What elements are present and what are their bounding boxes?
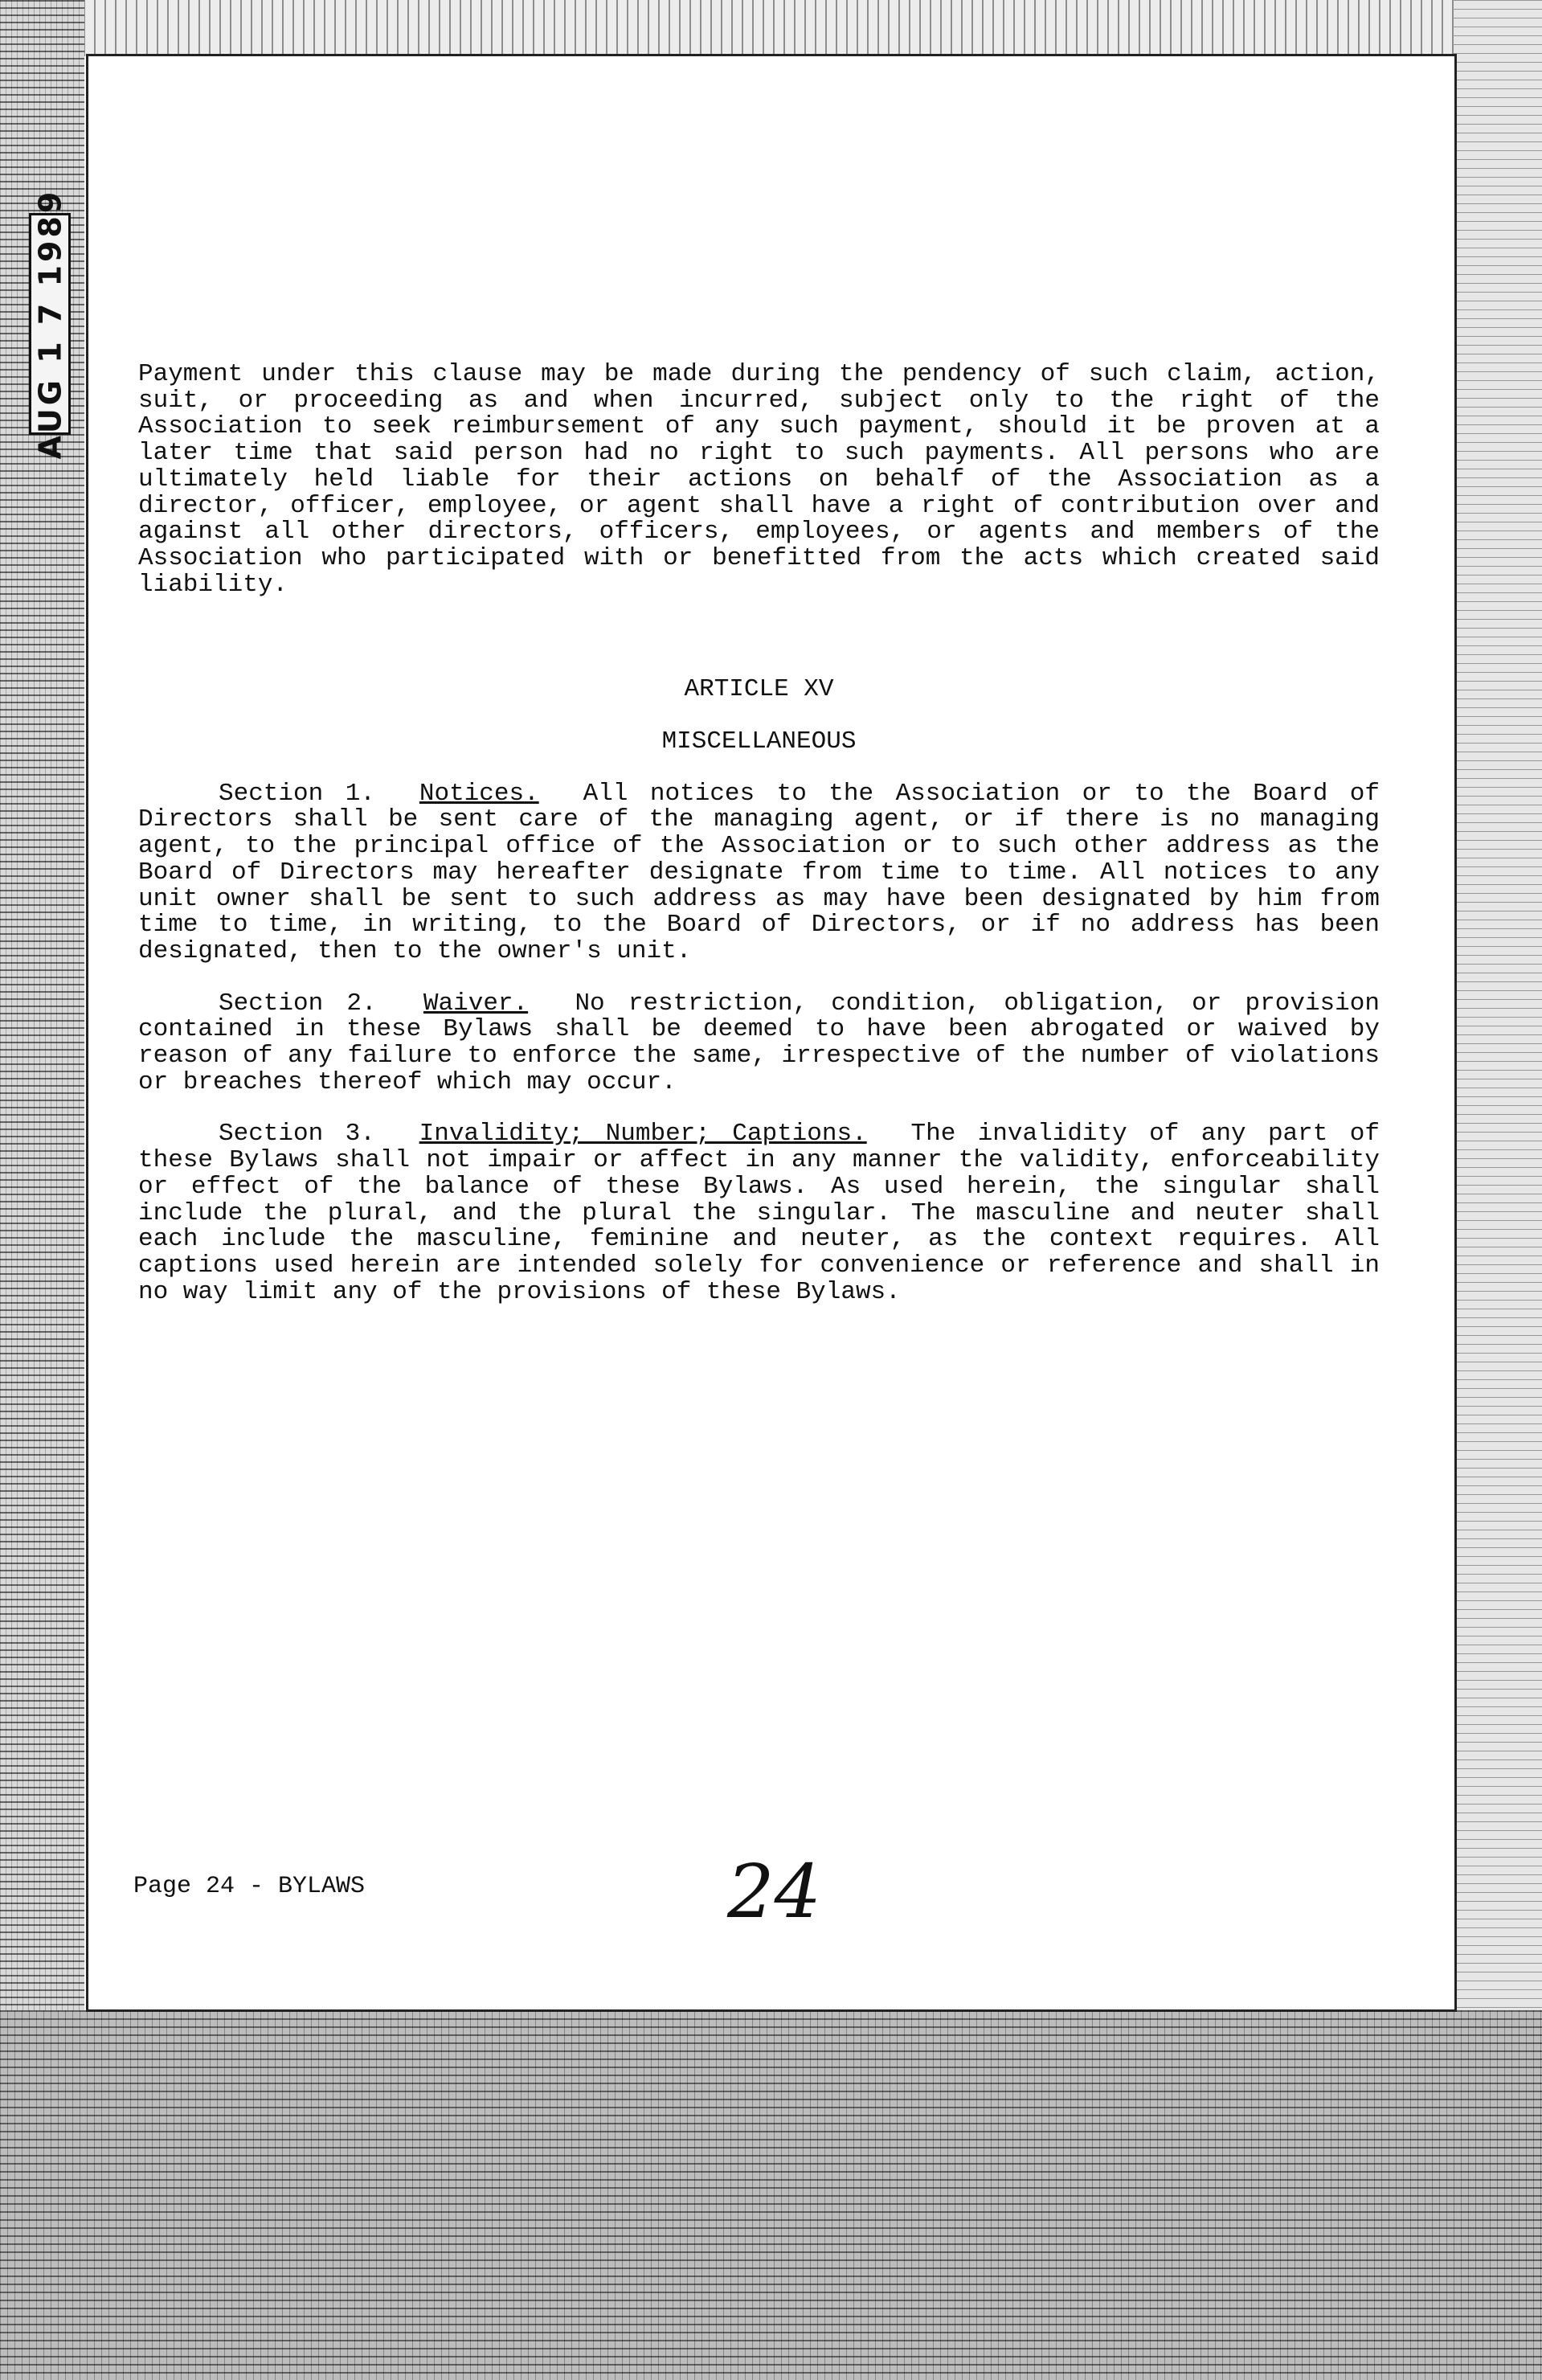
section-1-number: Section 1. — [219, 779, 375, 808]
page-footer: Page 24 - BYLAWS — [133, 1873, 366, 1900]
document-body — [138, 362, 1380, 1305]
handwritten-page-number: 24 — [727, 1849, 822, 1935]
section-3-number: Section 3. — [219, 1120, 375, 1149]
section-2-heading: Waiver. — [423, 989, 529, 1018]
date-stamp-text: AUG 1 7 1989 — [32, 188, 67, 460]
section-1-body: All notices to the Association or to the Board of Directors shall be sent care of the managing agent, or if there is no managing agent, to the principal office of the Association or to such other address as the Board of Directors may hereafter designate from time to time. All notices to any unit owner shall be sent to such address as may have been designated by him from time to time, in writing, to the Board of Directors, or if no address has been designated, then to the owner's unit. — [138, 779, 1380, 965]
section-2-body: No restriction, condition, obligation, or provision contained in these Bylaws shall be deemed to have been abrogated or waived by reason of any failure to enforce the same, irrespective of the number of violations or breaches thereof which may occur. — [138, 989, 1380, 1096]
section-3 — [138, 1121, 1380, 1305]
section-2-number: Section 2. — [219, 989, 377, 1018]
article-subtitle: MISCELLANEOUS — [661, 727, 857, 756]
date-stamp — [29, 188, 71, 460]
intro-paragraph: Payment under this clause may be made during the pendency of such claim, action, suit, or proceeding as and when incurred, subject only to the right of the Association to seek reimbursement of any such payment, should it be proven at a later time that said person had no right to such payments. All persons who are ultimately held liable for their actions on behalf of the Association as a director, officer, employee, or agent shall have a right of contribution over and against all other directors, officers, employees, or agents and members of the Association who participated with or benefitted from the acts which created said liability. — [138, 360, 1380, 599]
section-1-heading: Notices. — [419, 779, 539, 808]
section-2 — [138, 991, 1380, 1096]
scan-noise-top — [0, 0, 1542, 56]
section-1 — [138, 781, 1380, 965]
scan-noise-bottom — [0, 2010, 1542, 2380]
article-title: ARTICLE XV — [684, 675, 834, 704]
section-3-heading: Invalidity; Number; Captions. — [419, 1120, 867, 1149]
section-3-body: The invalidity of any part of these Bylaws shall not impair or affect in any manner the validity, enforceability or effect of the balance of these Bylaws. As used herein, the singular shall include the plural, and the plural the singular. The masculine and neuter shall each include the masculine, feminine and neuter, as the context requires. All captions used herein are intended solely for convenience or reference and shall in no way limit any of the provisions of these Bylaws. — [138, 1120, 1380, 1306]
